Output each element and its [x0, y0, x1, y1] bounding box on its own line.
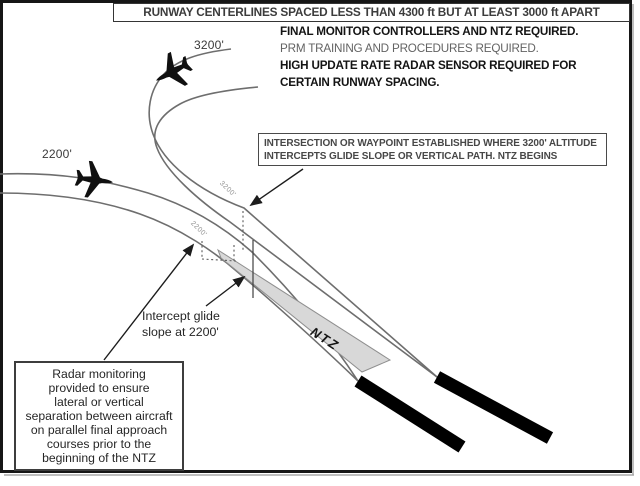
- radar-callout-line: on parallel final approach: [30, 423, 168, 437]
- runway-left: [358, 381, 462, 447]
- radar-callout-box: [14, 361, 184, 471]
- aircraft-icon-left: [73, 159, 115, 200]
- altitude-label-3200: 3200': [194, 38, 224, 52]
- arrow-intercept-label: [206, 277, 244, 306]
- glide-point-label-3200: 3200': [218, 180, 237, 199]
- requirement-line: PRM TRAINING AND PROCEDURES REQUIRED.: [280, 42, 539, 55]
- ntz-label: NTZ: [307, 324, 343, 354]
- requirement-line: FINAL MONITOR CONTROLLERS AND NTZ REQUIRED.: [280, 25, 579, 38]
- radar-callout-line: courses prior to the: [46, 437, 152, 451]
- arrow-waypoint-callout: [251, 169, 303, 205]
- radar-callout-line: lateral or vertical: [54, 395, 144, 409]
- glide-point-label-2200: 2200': [189, 220, 208, 239]
- requirements-text: [280, 23, 578, 91]
- requirement-line: CERTAIN RUNWAY SPACING.: [280, 76, 440, 89]
- runway-right: [437, 377, 550, 438]
- requirement-line: HIGH UPDATE RATE RADAR SENSOR REQUIRED FOR: [280, 59, 577, 72]
- intercept-label-line: Intercept glide: [142, 309, 220, 323]
- altitude-label-2200: 2200': [42, 147, 72, 161]
- waypoint-callout-line: INTERSECTION OR WAYPOINT ESTABLISHED WHERE 3200' ALTITUDE: [264, 138, 597, 149]
- radar-callout-line: separation between aircraft: [25, 409, 173, 423]
- ntz-zone: [218, 250, 390, 372]
- approach-path-2200-inner: [0, 193, 358, 381]
- intercept-label: [142, 308, 220, 340]
- waypoint-callout-box: [258, 133, 607, 166]
- waypoint-callout-line: INTERCEPTS GLIDE SLOPE OR VERTICAL PATH. NTZ BEGINS: [264, 151, 558, 162]
- title-box: RUNWAY CENTERLINES SPACED LESS THAN 4300 ft BUT AT LEAST 3000 ft APART: [113, 3, 630, 22]
- intercept-label-line: slope at 2200': [142, 325, 219, 339]
- radar-callout-line: Radar monitoring: [52, 367, 146, 381]
- radar-callout-line: provided to ensure: [48, 381, 150, 395]
- radar-callout-line: beginning of the NTZ: [42, 451, 156, 465]
- aircraft-icon-top: [147, 47, 197, 97]
- arrow-radar-callout: [104, 245, 193, 360]
